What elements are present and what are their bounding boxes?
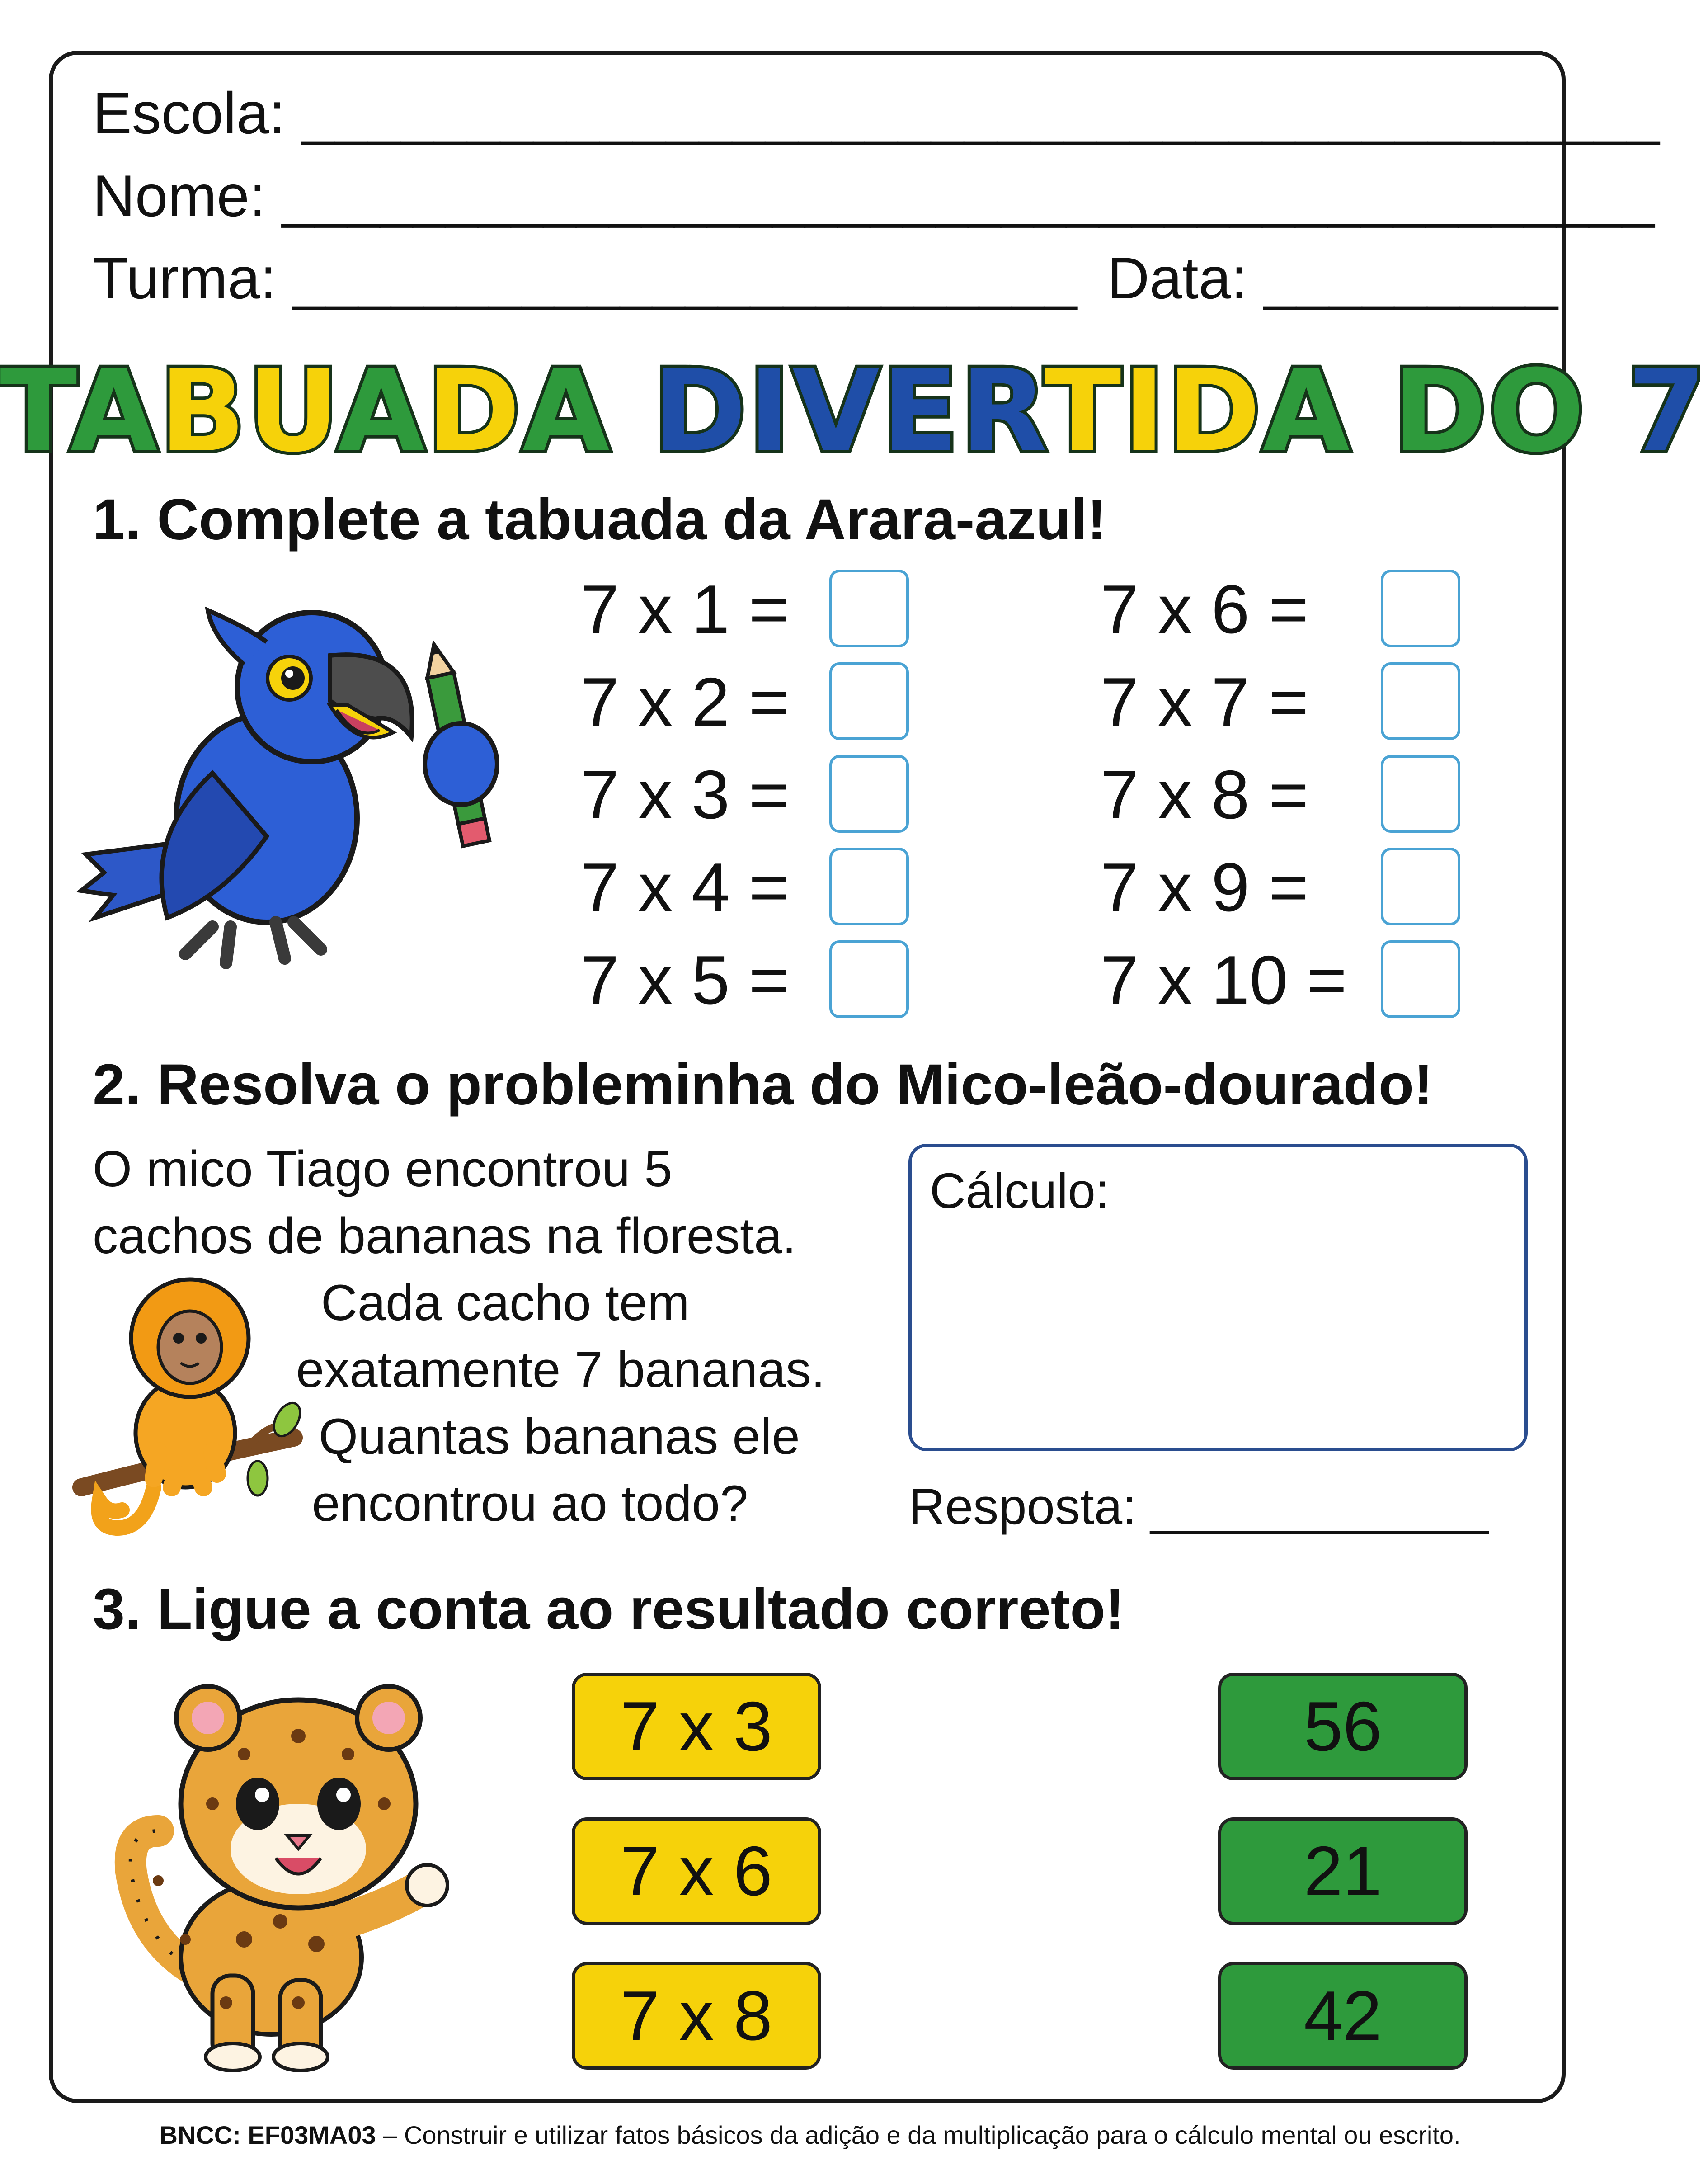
nome-field[interactable] xyxy=(93,163,1655,229)
turma-data-field[interactable] xyxy=(93,245,1558,311)
bncc-description: – Construir e utilizar fatos básicos da adição e da multiplicação para o cálculo mental ou escrito. xyxy=(376,2121,1461,2149)
problem-line-4: exatamente 7 bananas. xyxy=(296,1341,825,1398)
problem-line-1: O mico Tiago encontrou 5 xyxy=(93,1141,673,1197)
result-text: 42 xyxy=(1303,1977,1382,2055)
equation-left-1: 7 x 1 = xyxy=(581,571,789,648)
equation-left-4: 7 x 4 = xyxy=(581,849,789,926)
title-segment: D xyxy=(1167,345,1263,477)
section2-heading: 2. Resolva o probleminha do Mico-leão-dourado! xyxy=(93,1052,1433,1117)
page-title xyxy=(0,345,1708,477)
title-segment: 7 xyxy=(1627,345,1708,477)
data-line: _________ xyxy=(1264,245,1558,311)
answer-box[interactable] xyxy=(829,662,909,740)
section3-heading: 3. Ligue a conta ao resultado correto! xyxy=(93,1577,1125,1642)
answer-box[interactable] xyxy=(829,940,909,1018)
title-segment: D xyxy=(426,345,522,477)
expression-pill[interactable] xyxy=(572,1962,821,2070)
problem-line-5: Quantas bananas ele xyxy=(319,1408,800,1465)
answer-field[interactable] xyxy=(908,1477,1488,1536)
result-text: 21 xyxy=(1303,1832,1382,1910)
problem-line-2: cachos de bananas na floresta. xyxy=(93,1208,796,1264)
answer-label: Resposta: xyxy=(908,1478,1137,1535)
expression-text: 7 x 3 xyxy=(620,1687,773,1765)
answer-box[interactable] xyxy=(829,755,909,833)
equation-right-2: 7 x 7 = xyxy=(1101,664,1309,741)
bncc-footer xyxy=(0,2120,1620,2150)
expression-pill[interactable] xyxy=(572,1817,821,1925)
result-pill[interactable] xyxy=(1218,1673,1468,1780)
equation-left-2: 7 x 2 = xyxy=(581,664,789,741)
title-segment: BU xyxy=(159,345,338,477)
title-segment xyxy=(612,345,653,477)
calculation-box[interactable] xyxy=(908,1144,1528,1451)
answer-box[interactable] xyxy=(1381,662,1460,740)
problem-line-6: encontrou ao todo? xyxy=(312,1475,748,1532)
jaguar-illustration xyxy=(108,1668,497,2075)
answer-box[interactable] xyxy=(1381,940,1460,1018)
answer-box[interactable] xyxy=(1381,848,1460,925)
golden-tamarin-illustration xyxy=(77,1275,303,1537)
result-text: 56 xyxy=(1303,1687,1382,1765)
bncc-code: BNCC: EF03MA03 xyxy=(159,2121,376,2149)
equation-right-4: 7 x 9 = xyxy=(1101,849,1309,926)
turma-label: Turma: xyxy=(93,245,277,311)
calculation-label: Cálculo: xyxy=(930,1163,1110,1219)
expression-text: 7 x 8 xyxy=(620,1977,773,2055)
title-segment: TI xyxy=(1044,345,1167,477)
answer-box[interactable] xyxy=(1381,570,1460,647)
expression-pill[interactable] xyxy=(572,1673,821,1780)
section1-heading: 1. Complete a tabuada da Arara-azul! xyxy=(93,487,1106,552)
title-segment: A xyxy=(337,345,427,477)
equation-right-1: 7 x 6 = xyxy=(1101,571,1309,648)
answer-line: ____________ xyxy=(1150,1478,1488,1535)
problem-line-3: Cada cacho tem xyxy=(321,1274,690,1331)
title-segment xyxy=(1352,345,1393,477)
macaw-illustration xyxy=(77,601,511,999)
equation-right-5: 7 x 10 = xyxy=(1101,942,1347,1019)
equation-left-3: 7 x 3 = xyxy=(581,756,789,833)
title-segment: DIVER xyxy=(653,345,1045,477)
escola-label: Escola: xyxy=(93,80,286,146)
title-segment xyxy=(1586,345,1628,477)
data-label: Data: xyxy=(1107,245,1248,311)
result-pill[interactable] xyxy=(1218,1817,1468,1925)
answer-box[interactable] xyxy=(1381,755,1460,833)
title-segment: DO xyxy=(1393,345,1586,477)
nome-label: Nome: xyxy=(93,163,266,229)
title-segment: A xyxy=(1262,345,1352,477)
answer-box[interactable] xyxy=(829,570,909,647)
turma-line: ________________________ xyxy=(293,245,1077,311)
title-segment: A xyxy=(522,345,612,477)
result-pill[interactable] xyxy=(1218,1962,1468,2070)
title-segment: TA xyxy=(0,345,160,477)
equation-right-3: 7 x 8 = xyxy=(1101,756,1309,833)
nome-line: __________________________________________ xyxy=(282,163,1655,229)
escola-line: _________________________________________ xyxy=(301,80,1660,146)
escola-field[interactable] xyxy=(93,80,1660,146)
equation-left-5: 7 x 5 = xyxy=(581,942,789,1019)
answer-box[interactable] xyxy=(829,848,909,925)
expression-text: 7 x 6 xyxy=(620,1832,773,1910)
